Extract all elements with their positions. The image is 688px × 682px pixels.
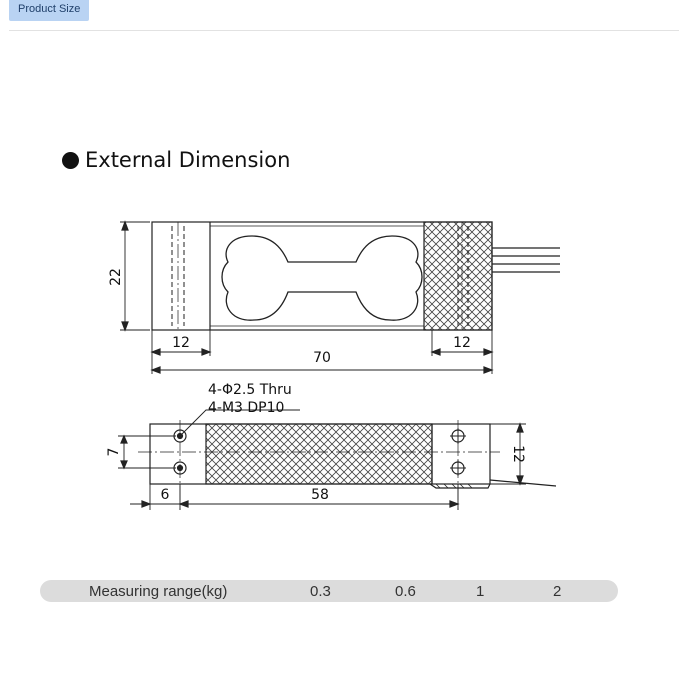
bottom-view [118, 410, 556, 510]
dim-right-offset: 12 [453, 335, 471, 351]
range-value: 2 [553, 583, 562, 600]
dim-left-offset: 12 [172, 335, 190, 351]
dim-height: 22 [108, 268, 124, 286]
range-value: 0.3 [310, 583, 331, 600]
dim-edge-offset: 6 [160, 487, 170, 503]
top-view [120, 222, 560, 374]
top-view-cutout [222, 236, 422, 320]
range-value: 0.6 [395, 583, 416, 600]
dim-length: 70 [313, 350, 331, 366]
measuring-range-label: Measuring range(kg) [89, 583, 228, 600]
section-heading-text: External Dimension [85, 148, 291, 172]
dim-width: 12 [510, 445, 526, 463]
dim-hole-spacing-vertical: 7 [106, 447, 122, 457]
measuring-range-row [40, 580, 618, 602]
callout-line-1: 4-Φ2.5 Thru [208, 382, 292, 398]
bottom-view-hatch [206, 424, 432, 484]
callout-line-2: 4-M3 DP10 [208, 400, 285, 416]
dim-hole-spacing-length: 58 [311, 487, 329, 503]
range-value: 1 [476, 583, 485, 600]
tab-product-size[interactable]: Product Size [9, 0, 89, 21]
